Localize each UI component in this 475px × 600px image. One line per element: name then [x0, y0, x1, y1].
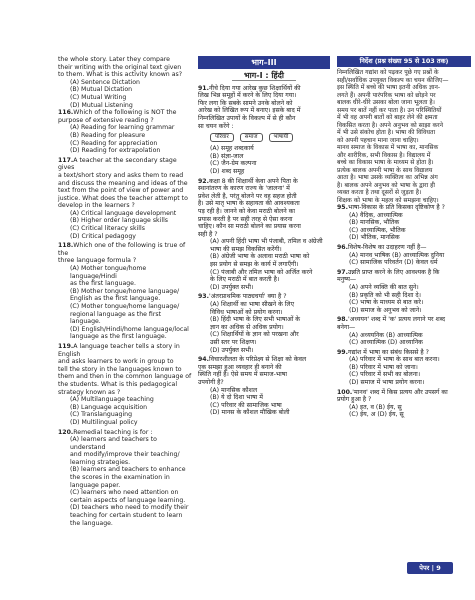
question-text: निम्नलिखित उपायों के विकल्प में से ही कौन: [198, 114, 296, 122]
question-stem: [198, 178, 330, 239]
question-number: 95.: [337, 204, 348, 211]
question-number: 97.: [337, 268, 348, 276]
question-text: the students. What is this pedagogical: [58, 380, 178, 388]
question-stem: [198, 356, 330, 386]
question-item: [58, 429, 192, 528]
answer-option: (D) उपर्युक्त सभी।: [210, 283, 254, 291]
question-item: [198, 356, 330, 417]
question-text: भाषा-विकास के प्रति किसका दृष्टिकोण है ?: [348, 204, 445, 211]
question-stem: [337, 389, 471, 404]
question-list: [58, 109, 192, 527]
answer-option: teaching for certain student to learn: [70, 512, 183, 520]
answer-option: (A) वैदिक, आध्यात्मिक: [349, 211, 403, 219]
question-text: purpose of extensive reading ?: [58, 116, 154, 124]
passage-instruction-header: निर्देश (प्रश्न संख्या 95 से 103 तक): [337, 56, 471, 67]
question-item: [198, 85, 330, 176]
question-number: 98.: [337, 316, 348, 324]
passage-line: विकसित करता है। अपने अनुभव को साझा करने: [337, 121, 444, 129]
answer-option: (A) शिक्षार्थी का भाषा सीखने के लिए: [210, 301, 295, 309]
passage-line: व्यक्त करता है तथा दूसरों से जुड़ता है।: [337, 189, 422, 196]
answer-option: (B) Reading for pleasure: [70, 131, 146, 139]
answer-option: (D) उपर्युक्त सभी।: [210, 346, 254, 354]
answer-option: (C) Critical literacy skills: [70, 225, 145, 233]
answer-option: (B) प्रकृति को भी सही दिशा दे।: [349, 291, 421, 299]
section-subtitle: भाग-I : हिंदी: [198, 72, 330, 81]
answer-option: (C) शिक्षार्थियों के ज्ञान को परखना और: [210, 331, 299, 339]
question-stem: [337, 204, 471, 212]
answer-option: (A) मानव भाषिक (B) आध्यात्मिक दुनिया: [349, 251, 445, 259]
answer-option: certain aspects of language learning.: [70, 496, 186, 504]
answer-option: (D) Reading for extrapolation: [70, 147, 161, 155]
answer-option: (A) learners and teachers to understand: [70, 436, 157, 451]
passage-line: सही/सर्वाधिक उपयुक्त विकल्प का चयन कीजिए—: [337, 76, 449, 84]
passage-line: निम्नलिखित गद्यांश को पढ़कर पूछे गए प्रश्नों के: [337, 69, 439, 76]
question-number: 119.: [58, 342, 74, 350]
question-text: tell the story in the languages known to: [58, 365, 182, 373]
question-text: the whole story. Later they compare: [58, 56, 170, 63]
question-text: उन्नति प्राप्त करने के लिए आवश्यक है कि: [348, 268, 440, 276]
answer-option: (D) मानस के कौशल मौखिक बोली: [210, 409, 290, 417]
page-number-badge: पेपर | 9: [407, 562, 453, 574]
passage-line: मानव समाज के विकास में भाषा का, मानसिक: [337, 144, 439, 151]
answer-option: (A) Sentence Dictation: [70, 78, 140, 86]
column-passage: [337, 56, 471, 421]
answer-option: (C) Mutual Writing: [70, 93, 127, 101]
answer-option: (D) Multilingual policy: [70, 418, 138, 426]
answer-option: (C) Translanguaging: [70, 411, 133, 419]
answer-option: ज्ञान का अधिक से अधिक प्रयोग।: [210, 323, 284, 331]
question-text: कक्षा 8 की शिक्षार्थी केवा अपने पिता के: [209, 177, 298, 185]
question-text: A teacher at the secondary stage gives: [58, 156, 177, 172]
question-number: 118.: [58, 242, 74, 250]
question-item: [58, 242, 192, 341]
answer-option: (C) learners who need attention on: [70, 489, 179, 497]
answer-option: and modify/improve their teaching/: [70, 451, 180, 459]
question-text: text from the point of view of power and: [58, 187, 184, 195]
question-text: justice. What does the teacher attempt to: [58, 194, 188, 202]
answer-option: (D) शब्द समूह: [210, 167, 245, 175]
question-item: [58, 343, 192, 427]
question-text: and discuss the meaning and ideas of the: [58, 179, 188, 187]
answer-option: (A) Critical language development: [70, 209, 177, 217]
answer-option: (A) परिवार में भाषा के साथ बात करना।: [349, 356, 440, 364]
question-text: three language formula ?: [58, 257, 137, 265]
question-list: [337, 204, 471, 419]
question-text: विशेष-विशेष का उदाहरण नहीं है—: [348, 243, 427, 251]
answer-option: (C) ईय, अ (D) ईय, सू: [349, 411, 404, 419]
question-text: फिर लगा कि सबके सामने उनके बोलने को: [198, 99, 293, 107]
question-item: [337, 349, 471, 387]
question-text: to them. What is this activity known as?: [58, 71, 182, 79]
answer-option: (D) Mutual Listening: [70, 101, 133, 109]
question-number: 100.: [337, 388, 353, 396]
question-stem: [198, 293, 330, 301]
question-text: develop in the learners ?: [58, 202, 135, 210]
answer-option: (D) English/Hindi/home language/local: [70, 325, 189, 333]
answer-option: (A) Reading for learning grammar: [70, 124, 175, 132]
answer-option: (B) अंग्रेजी भाषा के अलावा मराठी भाषा को: [210, 253, 310, 261]
question-stem: [58, 429, 192, 437]
question-text: विचारशीलता के परिप्रेक्ष्य से शिक्षा को केवल: [209, 356, 307, 364]
answer-option: the scores in the examination in: [70, 474, 170, 482]
question-item: [58, 109, 192, 155]
question-text: Which one of the following is true of the: [58, 242, 186, 257]
answer-option: (D) Critical pedagogy: [70, 232, 136, 240]
answer-option: इस प्रयोग से समझ के कार्य में लगाएँगी।: [210, 261, 299, 269]
passage-text: [337, 69, 471, 204]
question-text: strategy known as ?: [58, 388, 121, 396]
question-text: 'अंतरप्राथमिक पाठ्यचर्या' क्या है ?: [209, 293, 287, 301]
question-text: लिख भिन्न समूहों में करने के लिए दिया गया।: [198, 92, 297, 100]
answer-option: उसी स्तर पर शिक्षण।: [210, 339, 257, 346]
diagram-boxes: [210, 133, 330, 142]
answer-option: (C) Mother tongue/home language/: [70, 303, 180, 310]
question-text: A language teacher tells a story in English: [58, 342, 180, 358]
question-text: Which of the following is NOT the: [73, 109, 177, 117]
question-number: 117.: [58, 156, 74, 164]
diagram-box: समाज: [240, 133, 263, 142]
question-text: them and then in the common language of: [58, 373, 192, 381]
answer-option: (B) Higher order language skills: [70, 217, 169, 225]
passage-line: बच्चे का विकास भाषा के माध्यम से होता है।: [337, 159, 434, 166]
question-stem: [58, 242, 192, 265]
answer-option: (A) अपने व्यक्ति की बात सुने।: [349, 283, 419, 291]
answer-option: (C) भाषा के माध्यम से बात करे।: [349, 299, 424, 307]
column-hindi: [198, 56, 330, 419]
diagram-box: परिवार: [210, 133, 234, 142]
answer-option: (C) जैन-ग्रेम कल्पना: [210, 160, 257, 168]
question-number: 94.: [198, 356, 209, 364]
question-item: [198, 178, 330, 292]
question-text: सही है ?: [198, 230, 218, 238]
question-text: 'मानव' शब्द में किस प्रत्यय और उपसर्ग का: [352, 388, 448, 396]
answer-option: as the first language.: [70, 280, 136, 288]
passage-line: प्रत्येक बालक अपनी भाषा के साथ विद्यालय: [337, 166, 433, 174]
question-item: [337, 389, 471, 419]
answer-option: (B) Language acquisition: [70, 403, 148, 411]
question-text: 'अध्ययन' शब्द में 'क' प्रत्यय लगाने पर शब्द: [348, 316, 446, 324]
answer-option: (B) Mutual Dictation: [70, 86, 133, 94]
answer-option: learning strategies.: [70, 458, 131, 466]
question-list: [198, 85, 330, 417]
answer-option: के लिए मराठी में बात करती है।: [210, 276, 280, 284]
question-continuation: [58, 56, 192, 109]
passage-line: समय पर बातें नहीं कर पाता है। उन परिस्थितियों: [337, 106, 442, 114]
question-text: प्रयास करती है पर सही तरह से ऐसा करना: [198, 215, 293, 223]
passage-line: और शारीरिक, सभी विकास है। विद्यालय में: [337, 151, 431, 159]
answer-option: भाषा की समझ विकसित करेंगी।: [210, 245, 282, 253]
question-number: 96.: [337, 243, 348, 251]
question-text: उपयोगी है?: [198, 378, 224, 386]
answer-option: (C) पंजाबी और तमिल भाषा को अर्जित करने: [210, 268, 313, 276]
question-text: एक समझा हुआ व्यवहार ही बनाने की: [198, 363, 282, 371]
answer-option: (C) आध्यात्मिक (D) आध्यानिक: [349, 339, 423, 347]
answer-option: (A) मानसिक कौशल: [210, 386, 258, 394]
question-item: [337, 204, 471, 242]
question-stem: [198, 85, 330, 131]
passage-line: को अपनी पहचान माना जाना चाहिए।: [337, 136, 419, 144]
passage-line: लगते हैं। अपनी पारंपरिक भाषा को छोड़ने पर: [337, 91, 436, 99]
question-text: सा चयन करेंगे :: [198, 122, 234, 130]
question-item: [58, 157, 192, 241]
question-text: आरेख को लिखित रूप में बनाए। इसके बाद में: [198, 107, 301, 115]
passage-line: इस स्थिति में बच्चे की भाषा इतनी अधिक ज्ञान-: [337, 84, 441, 91]
answer-option: (C) सामाजिक परिवर्तन (D) केवल धर्म: [349, 259, 438, 267]
question-text: बनेगा—: [337, 323, 356, 331]
answer-option: (B) हिंदी भाषा के लिए सभी भाषाओं के: [210, 316, 301, 324]
question-text: है। उसे मातृ भाषा के सहायता की आवश्यकता: [198, 200, 300, 208]
answer-option: English as the first language.: [70, 295, 161, 303]
question-number: 92.: [198, 177, 209, 185]
passage-line: बालक धीरे-धीरे उसका बोला जाना भूलता है।: [337, 99, 435, 106]
answer-option: (C) Reading for appreciation: [70, 139, 158, 147]
answer-option: (B) Mother tongue/home language/: [70, 287, 180, 295]
answer-option: (C) आध्यात्मिक, भौतिक: [349, 226, 406, 234]
answer-option: (B) learners and teachers to enhance: [70, 466, 186, 474]
answer-option: (A) Mother tongue/home language/Hindi: [70, 265, 147, 280]
question-text: प्रवेश लेती है, परंतु बोलने पर वह सहज होती: [198, 192, 297, 200]
answer-option: language as the first language.: [70, 333, 167, 341]
question-text: Remedial teaching is for :: [73, 428, 153, 436]
question-number: 120.: [58, 428, 74, 436]
question-text: a text/short story and asks them to read: [58, 171, 184, 179]
question-text: पड़ रही है। जानने को केवा मराठी बोलने का: [198, 207, 295, 215]
answer-option: (C) परिवार की सामाजिक भाषा: [210, 401, 282, 409]
diagram-box: भाषायी: [269, 133, 294, 142]
answer-option: (A) समूह शब्दकार्य: [210, 145, 254, 153]
answer-option: (C) परिवार में सभी का बोलना।: [349, 371, 421, 379]
question-text: मनुष्य—: [337, 276, 357, 284]
question-text: and asks learners to work in group to: [58, 358, 174, 366]
question-stem: [337, 269, 471, 284]
answer-option: (B) ये दो दिशा भाषा में: [210, 394, 263, 402]
question-item: [337, 269, 471, 315]
answer-option: (A) Multilanguage teaching: [70, 396, 154, 404]
answer-option: (D) teachers who need to modify their: [70, 504, 189, 512]
passage-line: में भी वह अपनी बातों को बाहर लेने की क्षमता: [337, 114, 438, 121]
answer-option: (D) समाज के अनुभव को जाने।: [349, 306, 422, 314]
answer-option: language paper.: [70, 481, 121, 489]
question-number: 116.: [58, 109, 74, 117]
answer-option: (A) अपनी हिंदी भाषा भी पंजाबी, तमिल व अंग्रेजी: [210, 238, 323, 246]
passage-line: में भी उसे संकोच होता है। भाषा की विविधता: [337, 129, 436, 136]
question-stem: [337, 316, 471, 331]
answer-option: (D) भौतिक, मानसिक: [349, 234, 400, 242]
passage-line: आता है। भाषा उसके व्यक्तित्व का अभिन्न अंग: [337, 174, 438, 181]
question-item: [337, 244, 471, 267]
answer-option: (A) इत, व (B) ईय, सु: [349, 403, 402, 411]
section-header: भाग–III: [198, 56, 330, 69]
question-stem: [58, 157, 192, 210]
question-text: their writing with the original text given: [58, 63, 182, 71]
question-number: 99.: [337, 348, 348, 356]
answer-option: (B) मानसिक, भौतिक: [349, 219, 400, 227]
question-number: 91.: [198, 84, 209, 92]
question-stem: [58, 343, 192, 396]
question-item: [337, 316, 471, 346]
answer-option: regional language as the first language.: [70, 310, 162, 326]
question-text: चाहिए। कौन सा मराठी बोलने का प्रयास करना: [198, 223, 301, 231]
answer-option: (A) अध्ययनिक (B) आध्यात्मिक: [349, 331, 423, 339]
answer-option: विविध भाषाओं को प्रयोग करना।: [210, 308, 283, 316]
answer-option: (B) परिवार में भाषा को जाना।: [349, 363, 418, 371]
answer-option: (B) संज्ञा-जाल: [210, 152, 244, 160]
question-text: स्थानांतरण के कारण राज्य के 'जालना' में: [198, 185, 290, 193]
column-english: [58, 56, 192, 529]
question-stem: [337, 244, 471, 252]
question-text: प्रयोग हुआ है ?: [337, 396, 372, 404]
answer-option: (D) समाज में भाषा प्रयोग करना।: [349, 379, 425, 387]
question-item: [198, 293, 330, 354]
question-number: 93.: [198, 293, 209, 301]
passage-line: है। बालक अपने अनुभव को भाषा के द्वारा ही: [337, 181, 435, 189]
question-text: नीचे दिया गया आरेख कुछ शिक्षार्थियों की: [209, 84, 301, 92]
question-stem: [58, 109, 192, 124]
question-text: स्थिति नहीं है। ऐसे समय में समाज-भाषा: [198, 371, 287, 379]
question-text: गद्यांश में भाषा का संबंध किससे है ?: [348, 348, 429, 356]
passage-line: शिक्षक को भाषा के महत्व को समझना चाहिए।: [337, 196, 439, 204]
answer-option: the language.: [70, 519, 113, 527]
